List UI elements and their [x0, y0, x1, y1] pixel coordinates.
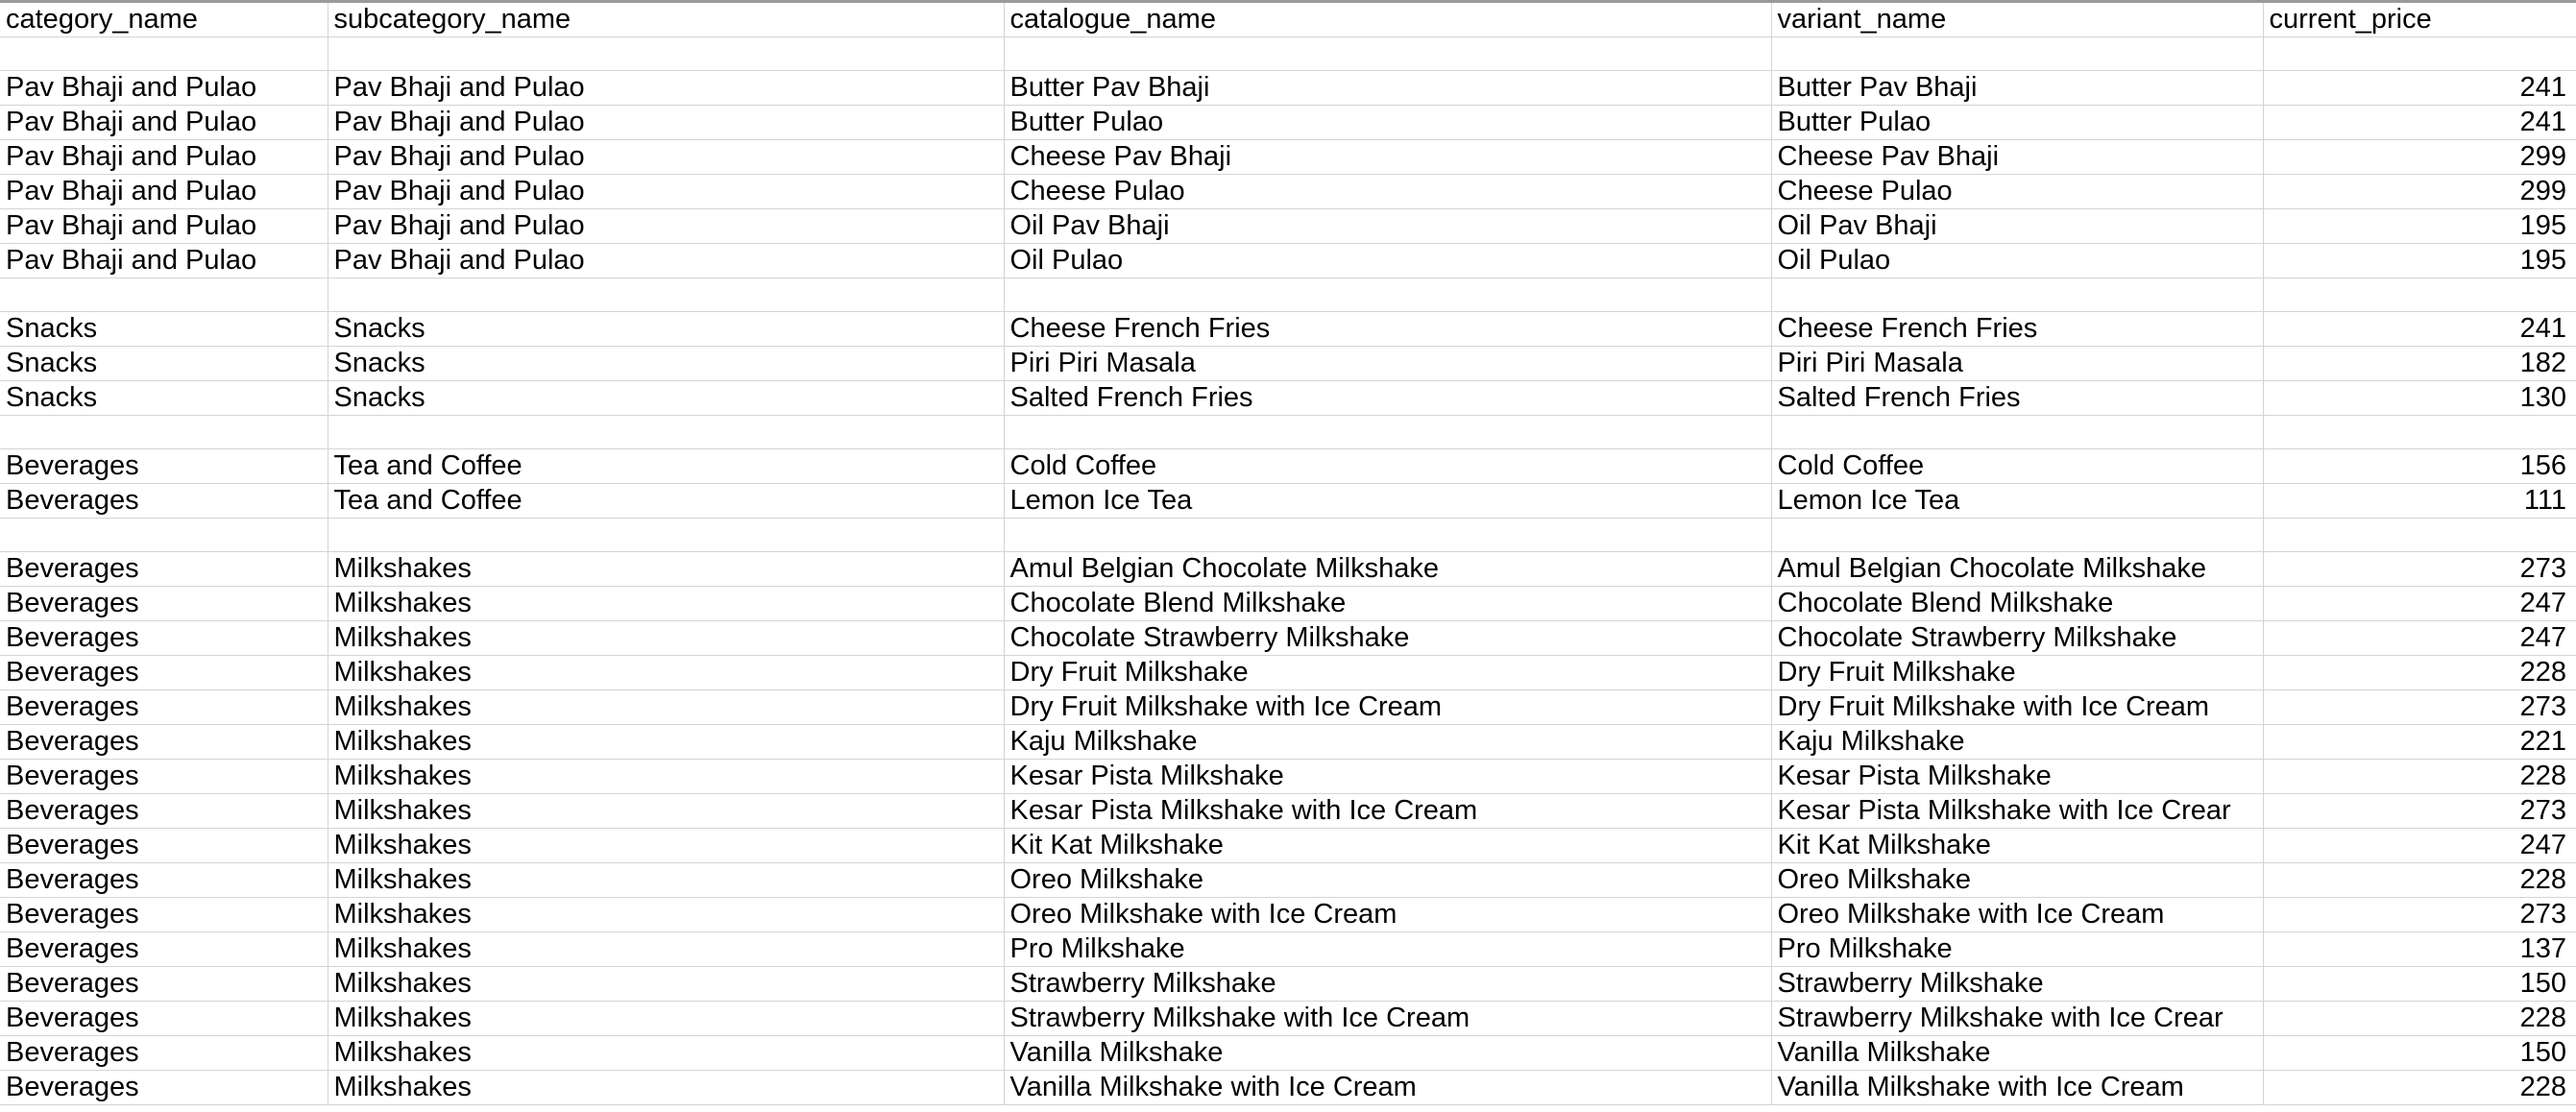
table-row — [0, 656, 2576, 690]
cell-current-price[interactable]: 273 — [2263, 898, 2576, 932]
table-row — [0, 1071, 2576, 1105]
cell-catalogue-name[interactable]: Strawberry Milkshake — [1004, 967, 1771, 1002]
cell-category-name[interactable] — [0, 278, 328, 312]
cell-current-price[interactable]: 156 — [2263, 449, 2576, 484]
cell-category-name[interactable] — [0, 416, 328, 449]
table-row — [0, 932, 2576, 967]
header-cell-catalogue-name[interactable]: catalogue_name — [1004, 3, 1771, 37]
cell-current-price[interactable]: 228 — [2263, 1002, 2576, 1036]
cell-catalogue-name[interactable]: Oil Pulao — [1004, 244, 1771, 278]
cell-catalogue-name[interactable]: Dry Fruit Milkshake with Ice Cream — [1004, 690, 1771, 725]
cell-category-name[interactable]: Beverages — [0, 690, 328, 725]
table-row — [0, 106, 2576, 140]
header-row — [0, 3, 2576, 37]
cell-catalogue-name[interactable]: Dry Fruit Milkshake — [1004, 656, 1771, 690]
cell-category-name[interactable]: Pav Bhaji and Pulao — [0, 140, 328, 175]
table-row — [0, 587, 2576, 621]
cell-catalogue-name[interactable]: Oreo Milkshake with Ice Cream — [1004, 898, 1771, 932]
cell-catalogue-name[interactable]: Amul Belgian Chocolate Milkshake — [1004, 552, 1771, 587]
cell-variant-name[interactable]: Chocolate Strawberry Milkshake — [1771, 621, 2263, 656]
header-cell-category-name[interactable]: category_name — [0, 3, 328, 37]
cell-subcategory-name[interactable]: Snacks — [328, 381, 1004, 416]
table-row — [0, 967, 2576, 1002]
cell-current-price[interactable]: 241 — [2263, 106, 2576, 140]
cell-catalogue-name[interactable]: Cheese Pulao — [1004, 175, 1771, 209]
cell-catalogue-name[interactable]: Chocolate Strawberry Milkshake — [1004, 621, 1771, 656]
table-row — [0, 71, 2576, 106]
cell-current-price[interactable]: 150 — [2263, 967, 2576, 1002]
cell-subcategory-name[interactable]: Pav Bhaji and Pulao — [328, 106, 1004, 140]
cell-variant-name[interactable]: Vanilla Milkshake with Ice Cream — [1771, 1071, 2263, 1105]
cell-subcategory-name[interactable]: Milkshakes — [328, 863, 1004, 898]
cell-variant-name[interactable]: Strawberry Milkshake with Ice Crear — [1771, 1002, 2263, 1036]
cell-category-name[interactable]: Beverages — [0, 760, 328, 794]
cell-subcategory-name[interactable]: Milkshakes — [328, 829, 1004, 863]
cell-current-price[interactable] — [2263, 37, 2576, 71]
cell-catalogue-name[interactable]: Kesar Pista Milkshake with Ice Cream — [1004, 794, 1771, 829]
cell-variant-name[interactable]: Oil Pav Bhaji — [1771, 209, 2263, 244]
cell-catalogue-name[interactable]: Oreo Milkshake — [1004, 863, 1771, 898]
table-row — [0, 244, 2576, 278]
cell-variant-name[interactable]: Dry Fruit Milkshake with Ice Cream — [1771, 690, 2263, 725]
cell-subcategory-name[interactable]: Pav Bhaji and Pulao — [328, 140, 1004, 175]
cell-current-price[interactable]: 241 — [2263, 71, 2576, 106]
cell-catalogue-name[interactable]: Cheese French Fries — [1004, 312, 1771, 347]
cell-variant-name[interactable]: Cheese French Fries — [1771, 312, 2263, 347]
cell-category-name[interactable]: Pav Bhaji and Pulao — [0, 175, 328, 209]
cell-subcategory-name[interactable]: Milkshakes — [328, 967, 1004, 1002]
cell-category-name[interactable]: Pav Bhaji and Pulao — [0, 209, 328, 244]
cell-subcategory-name[interactable]: Pav Bhaji and Pulao — [328, 209, 1004, 244]
cell-current-price[interactable]: 137 — [2263, 932, 2576, 967]
cell-catalogue-name[interactable]: Vanilla Milkshake with Ice Cream — [1004, 1071, 1771, 1105]
cell-variant-name[interactable]: Kaju Milkshake — [1771, 725, 2263, 760]
cell-catalogue-name[interactable]: Strawberry Milkshake with Ice Cream — [1004, 1002, 1771, 1036]
cell-current-price[interactable]: 247 — [2263, 621, 2576, 656]
table-row — [0, 209, 2576, 244]
table-row — [0, 829, 2576, 863]
cell-category-name[interactable]: Beverages — [0, 587, 328, 621]
cell-current-price[interactable]: 299 — [2263, 140, 2576, 175]
cell-catalogue-name[interactable]: Pro Milkshake — [1004, 932, 1771, 967]
cell-subcategory-name[interactable]: Snacks — [328, 347, 1004, 381]
table-row — [0, 140, 2576, 175]
cell-variant-name[interactable]: Butter Pulao — [1771, 106, 2263, 140]
cell-subcategory-name[interactable]: Milkshakes — [328, 1071, 1004, 1105]
cell-current-price[interactable]: 228 — [2263, 760, 2576, 794]
cell-current-price[interactable]: 182 — [2263, 347, 2576, 381]
table-row — [0, 725, 2576, 760]
cell-catalogue-name[interactable] — [1004, 37, 1771, 71]
cell-category-name[interactable]: Beverages — [0, 967, 328, 1002]
cell-variant-name[interactable]: Amul Belgian Chocolate Milkshake — [1771, 552, 2263, 587]
cell-subcategory-name[interactable]: Milkshakes — [328, 1036, 1004, 1071]
cell-variant-name[interactable]: Chocolate Blend Milkshake — [1771, 587, 2263, 621]
cell-catalogue-name[interactable]: Chocolate Blend Milkshake — [1004, 587, 1771, 621]
table-row — [0, 519, 2576, 552]
table-row — [0, 484, 2576, 519]
cell-variant-name[interactable]: Butter Pav Bhaji — [1771, 71, 2263, 106]
cell-variant-name[interactable]: Kit Kat Milkshake — [1771, 829, 2263, 863]
cell-current-price[interactable]: 247 — [2263, 829, 2576, 863]
cell-variant-name[interactable] — [1771, 37, 2263, 71]
cell-subcategory-name[interactable]: Milkshakes — [328, 725, 1004, 760]
cell-variant-name[interactable]: Dry Fruit Milkshake — [1771, 656, 2263, 690]
cell-category-name[interactable]: Beverages — [0, 725, 328, 760]
cell-catalogue-name[interactable]: Kit Kat Milkshake — [1004, 829, 1771, 863]
table-row — [0, 863, 2576, 898]
cell-current-price[interactable]: 228 — [2263, 1071, 2576, 1105]
cell-subcategory-name[interactable]: Milkshakes — [328, 656, 1004, 690]
cell-catalogue-name[interactable]: Piri Piri Masala — [1004, 347, 1771, 381]
table-row — [0, 278, 2576, 312]
cell-catalogue-name[interactable]: Oil Pav Bhaji — [1004, 209, 1771, 244]
table-row — [0, 552, 2576, 587]
cell-category-name[interactable]: Beverages — [0, 656, 328, 690]
cell-catalogue-name[interactable] — [1004, 278, 1771, 312]
cell-current-price[interactable] — [2263, 519, 2576, 552]
table-row — [0, 794, 2576, 829]
cell-category-name[interactable]: Pav Bhaji and Pulao — [0, 244, 328, 278]
cell-current-price[interactable]: 195 — [2263, 209, 2576, 244]
table-row — [0, 312, 2576, 347]
cell-variant-name[interactable]: Oreo Milkshake with Ice Cream — [1771, 898, 2263, 932]
cell-variant-name[interactable] — [1771, 519, 2263, 552]
cell-category-name[interactable]: Beverages — [0, 863, 328, 898]
header-cell-subcategory-name[interactable]: subcategory_name — [328, 3, 1004, 37]
table-row — [0, 416, 2576, 449]
cell-variant-name[interactable]: Strawberry Milkshake — [1771, 967, 2263, 1002]
cell-subcategory-name[interactable]: Milkshakes — [328, 932, 1004, 967]
cell-category-name[interactable]: Beverages — [0, 829, 328, 863]
cell-catalogue-name[interactable]: Kaju Milkshake — [1004, 725, 1771, 760]
cell-subcategory-name[interactable]: Pav Bhaji and Pulao — [328, 244, 1004, 278]
cell-variant-name[interactable]: Oil Pulao — [1771, 244, 2263, 278]
cell-catalogue-name[interactable]: Cheese Pav Bhaji — [1004, 140, 1771, 175]
cell-subcategory-name[interactable]: Milkshakes — [328, 587, 1004, 621]
cell-subcategory-name[interactable]: Pav Bhaji and Pulao — [328, 71, 1004, 106]
table-row — [0, 175, 2576, 209]
cell-current-price[interactable]: 241 — [2263, 312, 2576, 347]
table-row — [0, 347, 2576, 381]
cell-catalogue-name[interactable]: Cold Coffee — [1004, 449, 1771, 484]
cell-category-name[interactable]: Beverages — [0, 1036, 328, 1071]
cell-subcategory-name[interactable]: Milkshakes — [328, 794, 1004, 829]
cell-variant-name[interactable]: Kesar Pista Milkshake with Ice Crear — [1771, 794, 2263, 829]
cell-category-name[interactable]: Pav Bhaji and Pulao — [0, 71, 328, 106]
cell-category-name[interactable]: Beverages — [0, 1002, 328, 1036]
cell-current-price[interactable]: 130 — [2263, 381, 2576, 416]
cell-current-price[interactable]: 150 — [2263, 1036, 2576, 1071]
cell-subcategory-name[interactable]: Milkshakes — [328, 552, 1004, 587]
cell-subcategory-name[interactable]: Milkshakes — [328, 621, 1004, 656]
cell-catalogue-name[interactable]: Kesar Pista Milkshake — [1004, 760, 1771, 794]
cell-subcategory-name[interactable]: Milkshakes — [328, 760, 1004, 794]
cell-variant-name[interactable] — [1771, 278, 2263, 312]
cell-category-name[interactable]: Beverages — [0, 552, 328, 587]
cell-variant-name[interactable]: Kesar Pista Milkshake — [1771, 760, 2263, 794]
cell-subcategory-name[interactable] — [328, 278, 1004, 312]
cell-catalogue-name[interactable] — [1004, 416, 1771, 449]
cell-current-price[interactable] — [2263, 278, 2576, 312]
cell-subcategory-name[interactable]: Milkshakes — [328, 690, 1004, 725]
cell-subcategory-name[interactable] — [328, 519, 1004, 552]
cell-catalogue-name[interactable] — [1004, 519, 1771, 552]
cell-current-price[interactable]: 228 — [2263, 863, 2576, 898]
cell-variant-name[interactable]: Cheese Pulao — [1771, 175, 2263, 209]
cell-category-name[interactable] — [0, 37, 328, 71]
table-row — [0, 760, 2576, 794]
cell-subcategory-name[interactable]: Pav Bhaji and Pulao — [328, 175, 1004, 209]
cell-current-price[interactable]: 299 — [2263, 175, 2576, 209]
table-row — [0, 381, 2576, 416]
cell-category-name[interactable]: Beverages — [0, 449, 328, 484]
cell-subcategory-name[interactable] — [328, 416, 1004, 449]
cell-subcategory-name[interactable]: Tea and Coffee — [328, 484, 1004, 519]
cell-variant-name[interactable]: Cold Coffee — [1771, 449, 2263, 484]
cell-subcategory-name[interactable]: Milkshakes — [328, 898, 1004, 932]
cell-subcategory-name[interactable]: Tea and Coffee — [328, 449, 1004, 484]
table-row — [0, 898, 2576, 932]
cell-catalogue-name[interactable]: Lemon Ice Tea — [1004, 484, 1771, 519]
cell-subcategory-name[interactable]: Milkshakes — [328, 1002, 1004, 1036]
cell-current-price[interactable]: 111 — [2263, 484, 2576, 519]
table-row — [0, 449, 2576, 484]
cell-current-price[interactable]: 195 — [2263, 244, 2576, 278]
cell-current-price[interactable]: 247 — [2263, 587, 2576, 621]
cell-variant-name[interactable]: Oreo Milkshake — [1771, 863, 2263, 898]
cell-category-name[interactable]: Snacks — [0, 381, 328, 416]
cell-subcategory-name[interactable]: Snacks — [328, 312, 1004, 347]
header-cell-variant-name[interactable]: variant_name — [1771, 3, 2263, 37]
table-row — [0, 690, 2576, 725]
cell-current-price[interactable]: 221 — [2263, 725, 2576, 760]
cell-catalogue-name[interactable]: Salted French Fries — [1004, 381, 1771, 416]
cell-variant-name[interactable]: Salted French Fries — [1771, 381, 2263, 416]
cell-category-name[interactable]: Beverages — [0, 932, 328, 967]
cell-catalogue-name[interactable]: Butter Pav Bhaji — [1004, 71, 1771, 106]
cell-variant-name[interactable]: Vanilla Milkshake — [1771, 1036, 2263, 1071]
cell-current-price[interactable]: 228 — [2263, 656, 2576, 690]
cell-current-price[interactable]: 273 — [2263, 552, 2576, 587]
data-table — [0, 3, 2576, 1105]
cell-current-price[interactable] — [2263, 416, 2576, 449]
cell-category-name[interactable]: Beverages — [0, 1071, 328, 1105]
cell-variant-name[interactable]: Pro Milkshake — [1771, 932, 2263, 967]
cell-variant-name[interactable]: Piri Piri Masala — [1771, 347, 2263, 381]
cell-category-name[interactable]: Snacks — [0, 347, 328, 381]
header-cell-current-price[interactable]: current_price — [2263, 3, 2576, 37]
cell-subcategory-name[interactable] — [328, 37, 1004, 71]
cell-catalogue-name[interactable]: Vanilla Milkshake — [1004, 1036, 1771, 1071]
cell-current-price[interactable]: 273 — [2263, 690, 2576, 725]
cell-category-name[interactable]: Beverages — [0, 898, 328, 932]
table-row — [0, 1036, 2576, 1071]
cell-category-name[interactable]: Beverages — [0, 484, 328, 519]
cell-category-name[interactable]: Snacks — [0, 312, 328, 347]
table-row — [0, 1002, 2576, 1036]
cell-category-name[interactable] — [0, 519, 328, 552]
cell-variant-name[interactable] — [1771, 416, 2263, 449]
table-body — [0, 3, 2576, 1105]
cell-category-name[interactable]: Beverages — [0, 621, 328, 656]
cell-category-name[interactable]: Beverages — [0, 794, 328, 829]
table-row — [0, 621, 2576, 656]
table-row — [0, 37, 2576, 71]
cell-variant-name[interactable]: Lemon Ice Tea — [1771, 484, 2263, 519]
cell-category-name[interactable]: Pav Bhaji and Pulao — [0, 106, 328, 140]
cell-current-price[interactable]: 273 — [2263, 794, 2576, 829]
cell-catalogue-name[interactable]: Butter Pulao — [1004, 106, 1771, 140]
cell-variant-name[interactable]: Cheese Pav Bhaji — [1771, 140, 2263, 175]
